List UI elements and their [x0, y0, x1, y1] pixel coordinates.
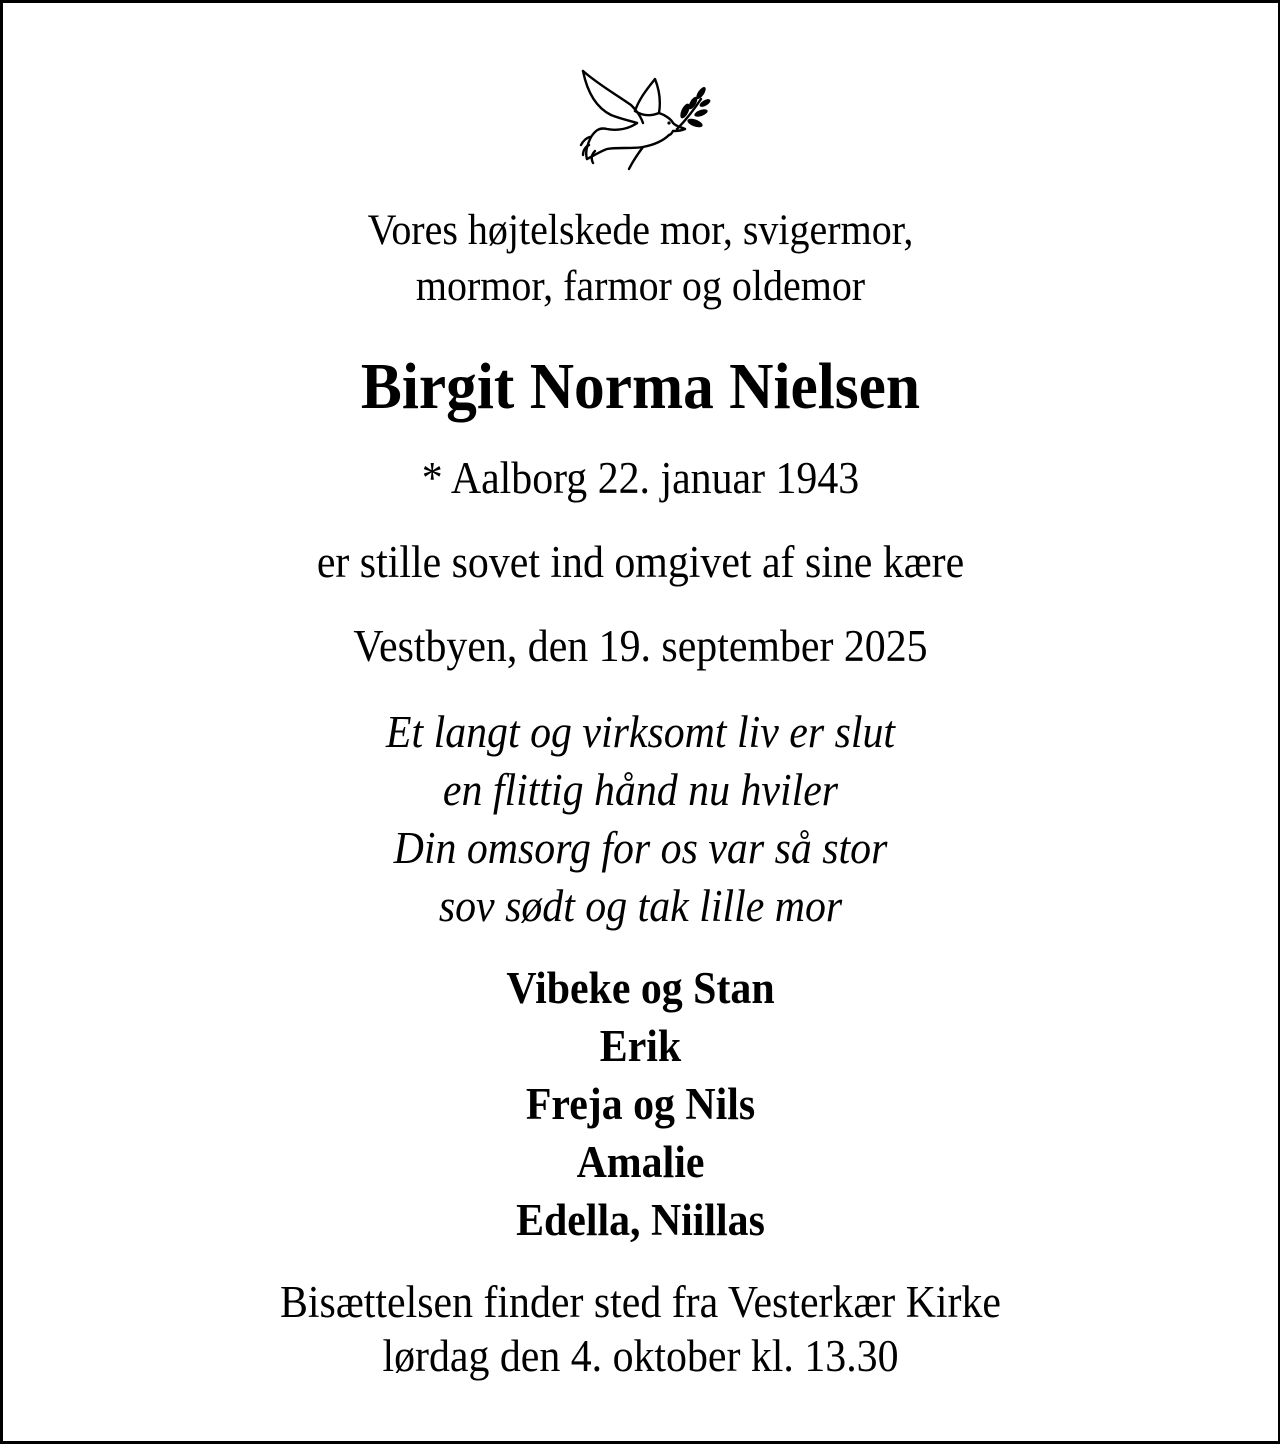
- memorial-poem: [48, 703, 1234, 935]
- poem-line: Din omsorg for os var så stor: [393, 823, 888, 873]
- deceased-name: Birgit Norma Nielsen: [360, 350, 921, 423]
- family-member: Erik: [599, 1021, 682, 1071]
- family-member: Amalie: [576, 1137, 705, 1187]
- family-member: Edella, Niillas: [516, 1195, 765, 1245]
- family-member: Freja og Nils: [525, 1079, 756, 1129]
- funeral-line: Bisættelsen finder sted fra Vesterkær Kirke: [280, 1277, 1001, 1327]
- intro-text: [48, 203, 1234, 315]
- family-member: Vibeke og Stan: [506, 963, 775, 1013]
- funeral-line: lørdag den 4. oktober kl. 13.30: [382, 1331, 899, 1381]
- poem-line: Et langt og virksomt liv er slut: [385, 707, 896, 757]
- intro-line: mormor, farmor og oldemor: [415, 263, 866, 310]
- place-and-date-of-death: Vestbyen, den 19. september 2025: [353, 621, 928, 671]
- dove-with-olive-branch-icon: [577, 65, 711, 171]
- birth-info: * Aalborg 22. januar 1943: [421, 453, 860, 503]
- intro-line: Vores højtelskede mor, svigermor,: [367, 207, 914, 254]
- poem-line: sov sødt og tak lille mor: [438, 881, 843, 931]
- poem-line: en flittig hånd nu hviler: [442, 765, 839, 815]
- funeral-details: [48, 1275, 1234, 1383]
- passing-statement: er stille sovet ind omgivet af sine kære: [316, 537, 965, 587]
- family-signatures: [48, 959, 1234, 1249]
